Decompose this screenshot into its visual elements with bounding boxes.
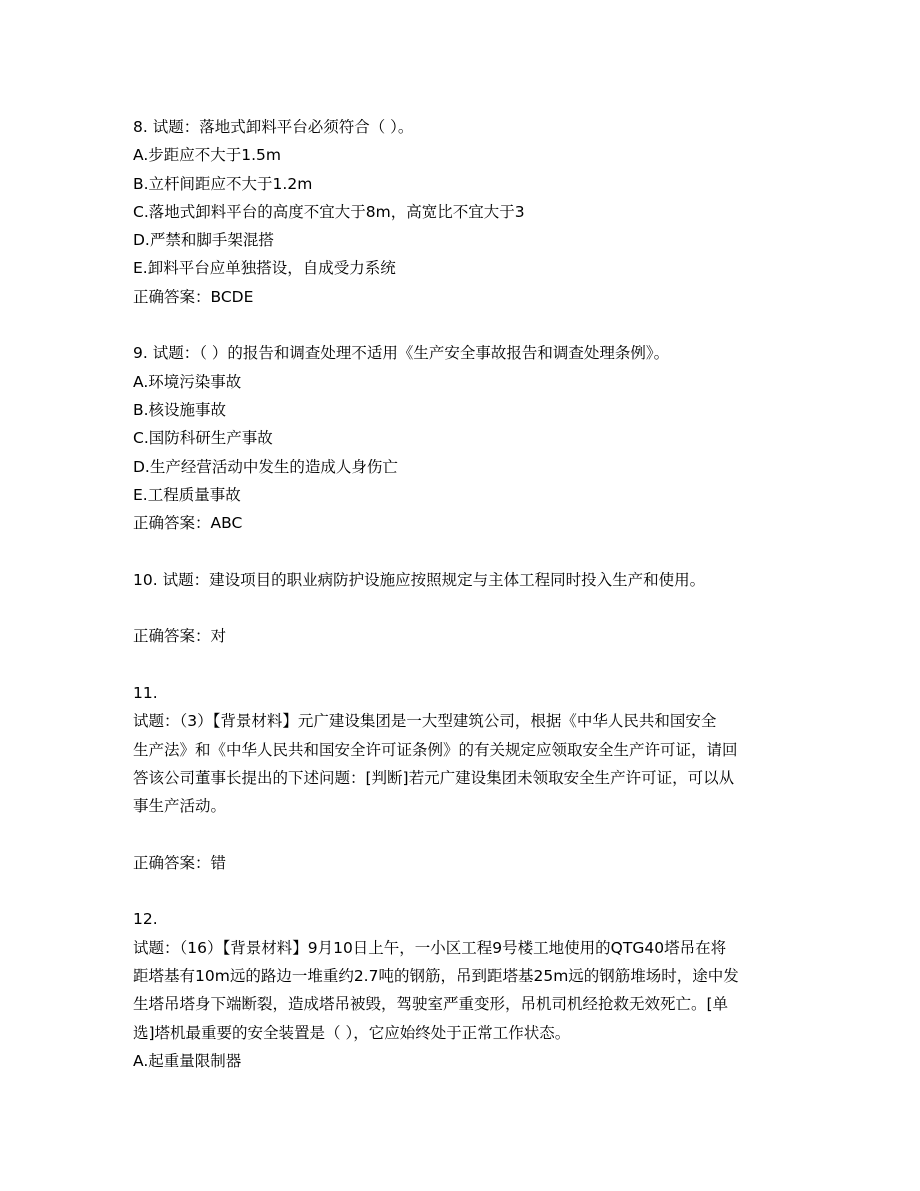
question-body-line: 试题：（16）【背景材料】9月10日上午，一小区工程9号楼工地使用的QTG40塔吊在将 xyxy=(133,938,727,957)
spacer xyxy=(133,820,793,848)
correct-answer: 正确答案：ABC xyxy=(133,514,243,533)
option-e: E.卸料平台应单独搭设，自成受力系统 xyxy=(133,259,396,278)
question-body-line: 距塔基有10m远的路边一堆重约2.7吨的钢筋，吊到距塔基25m远的钢筋堆场时，途中发 xyxy=(133,966,739,985)
spacer xyxy=(133,594,793,622)
correct-answer: 正确答案：错 xyxy=(133,853,227,872)
question-stem: 10. 试题：建设项目的职业病防护设施应按照规定与主体工程同时投入生产和使用。 xyxy=(133,570,706,589)
option-a: A.环境污染事故 xyxy=(133,372,242,391)
option-c: C.国防科研生产事故 xyxy=(133,429,273,448)
correct-answer: 正确答案：对 xyxy=(133,627,227,646)
spacer xyxy=(133,651,793,679)
spacer xyxy=(133,311,793,339)
option-a: A.步距应不大于1.5m xyxy=(133,146,282,165)
question-body-line: 生塔吊塔身下端断裂，造成塔吊被毁，驾驶室严重变形，吊机司机经抢救无效死亡。[单 xyxy=(133,995,729,1014)
option-c: C.落地式卸料平台的高度不宜大于8m，高宽比不宜大于3 xyxy=(133,202,525,221)
question-number: 12. xyxy=(133,910,158,929)
question-12 xyxy=(133,905,793,1075)
correct-answer: 正确答案：BCDE xyxy=(133,287,254,306)
question-number: 11. xyxy=(133,683,158,702)
option-d: D.生产经营活动中发生的造成人身伤亡 xyxy=(133,457,398,476)
option-b: B.核设施事故 xyxy=(133,400,227,419)
question-body-line: 试题：（3）【背景材料】元广建设集团是一大型建筑公司，根据《中华人民共和国安全 xyxy=(133,712,717,731)
question-body-line: 选]塔机最重要的安全装置是（ ），它应始终处于正常工作状态。 xyxy=(133,1023,571,1042)
question-body-line: 答该公司董事长提出的下述问题：[判断]若元广建设集团未领取安全生产许可证，可以从 xyxy=(133,768,735,787)
question-9 xyxy=(133,339,793,537)
option-e: E.工程质量事故 xyxy=(133,485,241,504)
document-content xyxy=(133,113,793,1075)
option-b: B.立杆间距应不大于1.2m xyxy=(133,174,313,193)
question-stem: 8. 试题：落地式卸料平台必须符合（ ）。 xyxy=(133,118,414,136)
spacer xyxy=(133,877,793,905)
question-10 xyxy=(133,566,793,651)
spacer xyxy=(133,537,793,565)
question-stem: 9. 试题：（ ）的报告和调查处理不适用《生产安全事故报告和调查处理条例》。 xyxy=(133,344,670,363)
question-body-line: 生产法》和《中华人民共和国安全许可证条例》的有关规定应领取安全生产许可证，请回 xyxy=(133,740,738,759)
question-11 xyxy=(133,679,793,877)
question-8 xyxy=(133,113,793,311)
option-d: D.严禁和脚手架混搭 xyxy=(133,231,274,250)
option-a: A.起重量限制器 xyxy=(133,1051,242,1070)
question-body-line: 事生产活动。 xyxy=(133,797,227,816)
